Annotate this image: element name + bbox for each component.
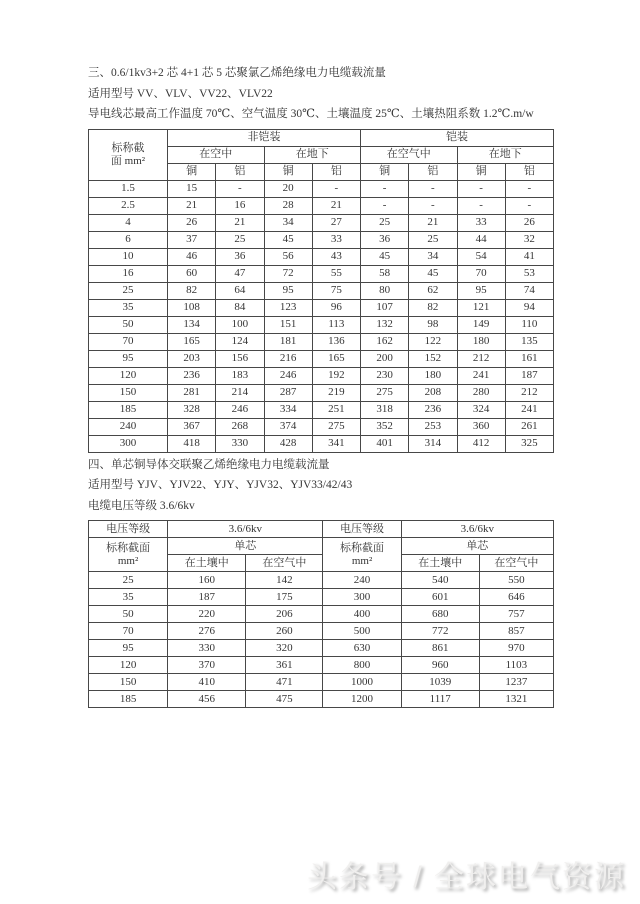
table-row: [89, 435, 554, 452]
size-cell: 300: [89, 435, 168, 452]
ampacity-cell: -: [312, 180, 360, 197]
metal-header-copper: 铜: [264, 163, 312, 180]
table-row: [89, 231, 554, 248]
ampacity-cell: 64: [216, 282, 264, 299]
ampacity-cell: 253: [409, 418, 457, 435]
size-cell: 10: [89, 248, 168, 265]
ampacity-cell: 113: [312, 316, 360, 333]
size-cell: 185: [89, 401, 168, 418]
xlpe-cable-ampacity-table: [88, 520, 554, 708]
table-row: [89, 572, 554, 589]
ampacity-cell: 45: [409, 265, 457, 282]
ampacity-cell: 132: [361, 316, 409, 333]
ampacity-cell: 21: [409, 214, 457, 231]
size-cell: 35: [89, 299, 168, 316]
size-cell: 25: [89, 572, 168, 589]
ampacity-cell: 124: [216, 333, 264, 350]
size-cell: 6: [89, 231, 168, 248]
ampacity-cell: 16: [216, 197, 264, 214]
ampacity-cell: 56: [264, 248, 312, 265]
ampacity-cell: 34: [409, 248, 457, 265]
size-cell: 50: [89, 316, 168, 333]
core-type-header: 单芯: [168, 538, 323, 555]
ampacity-cell: 123: [264, 299, 312, 316]
environment-header-air: 在空气中: [246, 555, 323, 572]
table-row: [89, 401, 554, 418]
ampacity-cell: 328: [168, 401, 216, 418]
ampacity-cell: -: [457, 180, 505, 197]
table-header-row: [89, 521, 554, 538]
size-cell: 240: [89, 418, 168, 435]
size-cell: 1.5: [89, 180, 168, 197]
size-cell: 120: [89, 367, 168, 384]
ampacity-cell: 36: [216, 248, 264, 265]
section4-voltage: 电缆电压等级 3.6/6kv: [88, 499, 195, 512]
table-row: [89, 657, 554, 674]
ampacity-cell: 41: [505, 248, 553, 265]
metal-header-aluminum: 铝: [216, 163, 264, 180]
voltage-value-header: 3.6/6kv: [401, 521, 553, 538]
ampacity-cell: 287: [264, 384, 312, 401]
location-header-in-air-armored: 在空气中: [361, 146, 458, 163]
ampacity-cell: 261: [505, 418, 553, 435]
metal-header-copper: 铜: [457, 163, 505, 180]
ampacity-cell: 1117: [401, 691, 479, 708]
ampacity-cell: -: [505, 180, 553, 197]
group-header-unarmored: 非铠装: [168, 129, 361, 146]
table-row: [89, 197, 554, 214]
ampacity-cell: 960: [401, 657, 479, 674]
ampacity-cell: 280: [457, 384, 505, 401]
ampacity-cell: 21: [312, 197, 360, 214]
ampacity-cell: 44: [457, 231, 505, 248]
ampacity-cell: 187: [505, 367, 553, 384]
ampacity-cell: 330: [216, 435, 264, 452]
ampacity-cell: 45: [264, 231, 312, 248]
ampacity-cell: 26: [168, 214, 216, 231]
ampacity-cell: 96: [312, 299, 360, 316]
size-cell: 35: [89, 589, 168, 606]
ampacity-cell: 53: [505, 265, 553, 282]
ampacity-cell: 21: [216, 214, 264, 231]
table-row: [89, 248, 554, 265]
table-row: [89, 640, 554, 657]
size-column-header: 标称截面 mm²: [323, 538, 401, 572]
table-row: [89, 674, 554, 691]
ampacity-cell: -: [216, 180, 264, 197]
size-cell: 150: [89, 384, 168, 401]
ampacity-cell: 550: [479, 572, 553, 589]
ampacity-cell: 58: [361, 265, 409, 282]
ampacity-cell: 60: [168, 265, 216, 282]
ampacity-cell: -: [361, 180, 409, 197]
environment-header-air: 在空气中: [479, 555, 553, 572]
table-row: [89, 180, 554, 197]
ampacity-cell: 25: [409, 231, 457, 248]
ampacity-cell: 33: [312, 231, 360, 248]
ampacity-cell: 360: [457, 418, 505, 435]
ampacity-cell: 456: [168, 691, 246, 708]
ampacity-cell: 246: [216, 401, 264, 418]
group-header-armored: 铠装: [361, 129, 554, 146]
ampacity-cell: 630: [323, 640, 401, 657]
ampacity-cell: 230: [361, 367, 409, 384]
ampacity-cell: 324: [457, 401, 505, 418]
ampacity-cell: 82: [409, 299, 457, 316]
ampacity-cell: -: [361, 197, 409, 214]
ampacity-cell: 149: [457, 316, 505, 333]
table-row: [89, 623, 554, 640]
ampacity-cell: 275: [361, 384, 409, 401]
ampacity-cell: 183: [216, 367, 264, 384]
ampacity-cell: 15: [168, 180, 216, 197]
ampacity-cell: 601: [401, 589, 479, 606]
ampacity-cell: 401: [361, 435, 409, 452]
ampacity-cell: 180: [457, 333, 505, 350]
table-row: [89, 316, 554, 333]
ampacity-cell: 151: [264, 316, 312, 333]
table-row: [89, 333, 554, 350]
size-cell: 120: [89, 657, 168, 674]
ampacity-cell: 1237: [479, 674, 553, 691]
ampacity-cell: 772: [401, 623, 479, 640]
size-column-header: 标称截面 mm²: [89, 538, 168, 572]
ampacity-cell: 95: [264, 282, 312, 299]
section4-models: 适用型号 YJV、YJV22、YJY、YJV32、YJV33/42/43: [88, 479, 353, 491]
table-row: [89, 350, 554, 367]
ampacity-cell: 98: [409, 316, 457, 333]
table-row: [89, 606, 554, 623]
ampacity-cell: 1000: [323, 674, 401, 691]
section4-heading: 四、单芯铜导体交联聚乙烯绝缘电力电缆载流量: [88, 458, 330, 471]
ampacity-cell: 100: [216, 316, 264, 333]
section3-models: 适用型号 VV、VLV、VV22、VLV22: [88, 87, 273, 100]
ampacity-cell: 212: [457, 350, 505, 367]
ampacity-cell: 108: [168, 299, 216, 316]
voltage-level-header: 电压等级: [323, 521, 401, 538]
ampacity-cell: 192: [312, 367, 360, 384]
ampacity-cell: 32: [505, 231, 553, 248]
ampacity-cell: 275: [312, 418, 360, 435]
ampacity-cell: 220: [168, 606, 246, 623]
table-row: [89, 589, 554, 606]
ampacity-cell: 334: [264, 401, 312, 418]
table-row: [89, 265, 554, 282]
ampacity-cell: 757: [479, 606, 553, 623]
ampacity-cell: 428: [264, 435, 312, 452]
size-cell: 50: [89, 606, 168, 623]
ampacity-cell: 1039: [401, 674, 479, 691]
location-header-underground: 在地下: [264, 146, 361, 163]
ampacity-cell: 156: [216, 350, 264, 367]
ampacity-cell: 268: [216, 418, 264, 435]
ampacity-cell: 206: [246, 606, 323, 623]
ampacity-cell: 84: [216, 299, 264, 316]
ampacity-cell: 107: [361, 299, 409, 316]
watermark-text: 头条号 / 全球电气资源: [306, 861, 626, 894]
ampacity-cell: 410: [168, 674, 246, 691]
table-row: [89, 418, 554, 435]
ampacity-cell: 314: [409, 435, 457, 452]
ampacity-cell: 240: [323, 572, 401, 589]
size-cell: 150: [89, 674, 168, 691]
ampacity-cell: 418: [168, 435, 216, 452]
ampacity-cell: 36: [361, 231, 409, 248]
ampacity-cell: 214: [216, 384, 264, 401]
ampacity-cell: 181: [264, 333, 312, 350]
ampacity-cell: 20: [264, 180, 312, 197]
metal-header-copper: 铜: [361, 163, 409, 180]
ampacity-cell: 110: [505, 316, 553, 333]
ampacity-cell: 72: [264, 265, 312, 282]
ampacity-cell: 54: [457, 248, 505, 265]
ampacity-cell: 165: [168, 333, 216, 350]
ampacity-cell: 341: [312, 435, 360, 452]
ampacity-cell: 160: [168, 572, 246, 589]
ampacity-cell: 276: [168, 623, 246, 640]
document-body: [88, 67, 554, 708]
ampacity-cell: 21: [168, 197, 216, 214]
table-header-row: [89, 129, 554, 146]
size-cell: 4: [89, 214, 168, 231]
ampacity-cell: 55: [312, 265, 360, 282]
ampacity-cell: 152: [409, 350, 457, 367]
ampacity-cell: 241: [505, 401, 553, 418]
ampacity-cell: 281: [168, 384, 216, 401]
ampacity-cell: 135: [505, 333, 553, 350]
ampacity-cell: -: [457, 197, 505, 214]
ampacity-cell: 540: [401, 572, 479, 589]
ampacity-cell: 352: [361, 418, 409, 435]
ampacity-cell: 361: [246, 657, 323, 674]
metal-header-copper: 铜: [168, 163, 216, 180]
ampacity-cell: 320: [246, 640, 323, 657]
ampacity-cell: 236: [409, 401, 457, 418]
table-row: [89, 367, 554, 384]
pvc-cable-ampacity-table: [88, 129, 554, 453]
ampacity-cell: 34: [264, 214, 312, 231]
ampacity-cell: 400: [323, 606, 401, 623]
table-row: [89, 299, 554, 316]
ampacity-cell: 680: [401, 606, 479, 623]
size-column-header: 标称截面 mm²: [89, 129, 168, 180]
location-header-in-air: 在空中: [168, 146, 265, 163]
ampacity-cell: 70: [457, 265, 505, 282]
ampacity-cell: 246: [264, 367, 312, 384]
metal-header-aluminum: 铝: [505, 163, 553, 180]
metal-header-aluminum: 铝: [409, 163, 457, 180]
ampacity-cell: 162: [361, 333, 409, 350]
ampacity-cell: 260: [246, 623, 323, 640]
environment-header-soil: 在土壤中: [401, 555, 479, 572]
ampacity-cell: -: [409, 197, 457, 214]
ampacity-cell: 212: [505, 384, 553, 401]
voltage-level-header: 电压等级: [89, 521, 168, 538]
ampacity-cell: 374: [264, 418, 312, 435]
size-cell: 185: [89, 691, 168, 708]
ampacity-cell: 75: [312, 282, 360, 299]
core-type-header: 单芯: [401, 538, 553, 555]
table-row: [89, 691, 554, 708]
ampacity-cell: 241: [457, 367, 505, 384]
table-header-row: [89, 538, 554, 555]
ampacity-cell: 857: [479, 623, 553, 640]
ampacity-cell: 318: [361, 401, 409, 418]
ampacity-cell: 646: [479, 589, 553, 606]
metal-header-aluminum: 铝: [312, 163, 360, 180]
ampacity-cell: 325: [505, 435, 553, 452]
table-row: [89, 282, 554, 299]
ampacity-cell: 200: [361, 350, 409, 367]
ampacity-cell: 94: [505, 299, 553, 316]
ampacity-cell: 45: [361, 248, 409, 265]
size-cell: 95: [89, 640, 168, 657]
section3-heading: 三、0.6/1kv3+2 芯 4+1 芯 5 芯聚氯乙烯绝缘电力电缆载流量: [88, 67, 386, 79]
ampacity-cell: 180: [409, 367, 457, 384]
ampacity-cell: 175: [246, 589, 323, 606]
ampacity-cell: 26: [505, 214, 553, 231]
ampacity-cell: 142: [246, 572, 323, 589]
ampacity-cell: 134: [168, 316, 216, 333]
ampacity-cell: 471: [246, 674, 323, 691]
ampacity-cell: 203: [168, 350, 216, 367]
ampacity-cell: 25: [361, 214, 409, 231]
size-cell: 70: [89, 333, 168, 350]
ampacity-cell: 1321: [479, 691, 553, 708]
ampacity-cell: 216: [264, 350, 312, 367]
ampacity-cell: 800: [323, 657, 401, 674]
ampacity-cell: -: [409, 180, 457, 197]
ampacity-cell: 47: [216, 265, 264, 282]
ampacity-cell: 219: [312, 384, 360, 401]
ampacity-cell: 46: [168, 248, 216, 265]
voltage-value-header: 3.6/6kv: [168, 521, 323, 538]
size-cell: 16: [89, 265, 168, 282]
ampacity-cell: 136: [312, 333, 360, 350]
ampacity-cell: 251: [312, 401, 360, 418]
ampacity-cell: 121: [457, 299, 505, 316]
ampacity-cell: 74: [505, 282, 553, 299]
ampacity-cell: 1103: [479, 657, 553, 674]
size-cell: 95: [89, 350, 168, 367]
ampacity-cell: 165: [312, 350, 360, 367]
ampacity-cell: 970: [479, 640, 553, 657]
ampacity-cell: 25: [216, 231, 264, 248]
ampacity-cell: 80: [361, 282, 409, 299]
ampacity-cell: -: [505, 197, 553, 214]
size-cell: 2.5: [89, 197, 168, 214]
ampacity-cell: 412: [457, 435, 505, 452]
ampacity-cell: 62: [409, 282, 457, 299]
ampacity-cell: 330: [168, 640, 246, 657]
ampacity-cell: 33: [457, 214, 505, 231]
ampacity-cell: 161: [505, 350, 553, 367]
ampacity-cell: 236: [168, 367, 216, 384]
ampacity-cell: 27: [312, 214, 360, 231]
ampacity-cell: 28: [264, 197, 312, 214]
ampacity-cell: 187: [168, 589, 246, 606]
ampacity-cell: 208: [409, 384, 457, 401]
ampacity-cell: 37: [168, 231, 216, 248]
ampacity-cell: 500: [323, 623, 401, 640]
ampacity-cell: 1200: [323, 691, 401, 708]
ampacity-cell: 861: [401, 640, 479, 657]
ampacity-cell: 95: [457, 282, 505, 299]
table-row: [89, 214, 554, 231]
table-row: [89, 384, 554, 401]
size-cell: 70: [89, 623, 168, 640]
section3-conditions: 导电线芯最高工作温度 70℃、空气温度 30℃、土壤温度 25℃、土壤热阻系数 1.2℃.m/w: [88, 108, 534, 120]
location-header-underground-armored: 在地下: [457, 146, 554, 163]
ampacity-cell: 475: [246, 691, 323, 708]
ampacity-cell: 300: [323, 589, 401, 606]
ampacity-cell: 82: [168, 282, 216, 299]
size-cell: 25: [89, 282, 168, 299]
ampacity-cell: 43: [312, 248, 360, 265]
environment-header-soil: 在土壤中: [168, 555, 246, 572]
ampacity-cell: 370: [168, 657, 246, 674]
ampacity-cell: 367: [168, 418, 216, 435]
ampacity-cell: 122: [409, 333, 457, 350]
